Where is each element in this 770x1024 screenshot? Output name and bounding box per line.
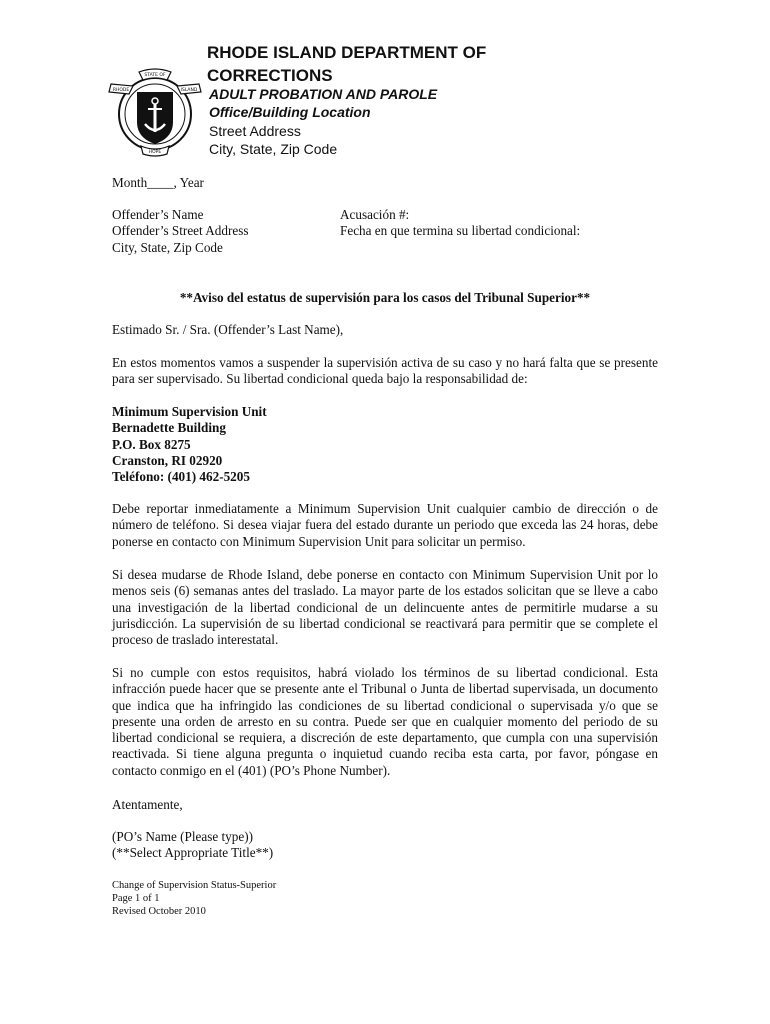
paragraph-4: Si no cumple con estos requisitos, habrá violado los términos de su libertad condicional. Esta infracción puede hacer que se presente ante el Tribunal o Junta de libertad supervisada, un documento que indica que ha infringido las condiciones de su libertad condicional o supervisada y/o que se presente una orden de arresto en su contra. Puede ser que en cualquier momento del periodo de su libertad condicional se requiera, a discreción de este departamento, que cumpla con una supervisión reactivada. Si tiene alguna pregunta o inquietud cuando reciba esta carta, por favor, póngase en contacto conmigo en el (401) (PO’s Phone Number). bbox=[112, 665, 658, 778]
org-name-line2: CORRECTIONS bbox=[207, 66, 333, 85]
signature-title: (**Select Appropriate Title**) bbox=[112, 845, 274, 861]
footer-form-name: Change of Supervision Status-Superior bbox=[112, 880, 277, 891]
recipient-street: Offender’s Street Address bbox=[112, 223, 249, 239]
unit-address-block bbox=[112, 404, 267, 485]
seal-text-bottom: HOPE bbox=[148, 150, 162, 155]
footer bbox=[112, 879, 276, 918]
office-street: Street Address bbox=[209, 123, 301, 139]
letter-salutation: Estimado Sr. / Sra. (Offender’s Last Name), bbox=[112, 322, 344, 337]
office-city: City, State, Zip Code bbox=[209, 141, 338, 157]
recipient-name: Offender’s Name bbox=[112, 207, 204, 222]
recipient-block bbox=[112, 207, 248, 256]
unit-name: Minimum Supervision Unit bbox=[112, 404, 267, 419]
office-location: Office/Building Location bbox=[209, 104, 371, 120]
seal-text-top: STATE OF bbox=[144, 73, 166, 78]
signature-block bbox=[112, 829, 273, 862]
case-number: Acusación #: bbox=[340, 207, 410, 222]
case-info-block bbox=[340, 207, 580, 240]
footer-revision: Revised October 2010 bbox=[112, 906, 206, 917]
letter-closing: Atentamente, bbox=[112, 797, 183, 812]
unit-building: Bernadette Building bbox=[112, 420, 226, 436]
parole-end-date: Fecha en que termina su libertad condicional: bbox=[340, 223, 581, 239]
recipient-city: City, State, Zip Code bbox=[112, 239, 223, 255]
footer-page: Page 1 of 1 bbox=[112, 893, 160, 904]
unit-city: Cranston, RI 02920 bbox=[112, 452, 223, 468]
letter-date: Month____, Year bbox=[112, 175, 204, 190]
seal-text-left: RHODE bbox=[112, 88, 130, 93]
state-seal-logo bbox=[105, 64, 205, 160]
division-name: ADULT PROBATION AND PAROLE bbox=[209, 86, 438, 102]
paragraph-1: En estos momentos vamos a suspender la supervisión activa de su caso y no hará falta que se presente para ser supervisado. Su libertad condicional queda bajo la responsabilidad de: bbox=[112, 355, 658, 387]
unit-po-box: P.O. Box 8275 bbox=[112, 436, 191, 452]
seal-text-right: ISLAND bbox=[180, 88, 198, 93]
paragraph-2: Debe reportar inmediatamente a Minimum Supervision Unit cualquier cambio de dirección o de número de teléfono. Si desea viajar fuera del estado durante un periodo que exceda las 24 horas, debe ponerse en contacto con Minimum Supervision Unit para solicitar un permiso. bbox=[112, 501, 658, 549]
unit-phone: Teléfono: (401) 462-5205 bbox=[112, 469, 250, 485]
letter-subject: **Aviso del estatus de supervisión para los casos del Tribunal Superior** bbox=[179, 290, 591, 305]
paragraph-3: Si desea mudarse de Rhode Island, debe ponerse en contacto con Minimum Supervision Unit por lo menos seis (6) semanas antes del traslado. La mayor parte de los estados solicitan que se lleve a cabo una investigación de la libertad condicional de un delincuente antes de permitirle mudarse a su jurisdicción. La supervisión de su libertad condicional se reactivará para permitir que se complete el proceso de traslado interestatal. bbox=[112, 567, 658, 648]
org-name-line1: RHODE ISLAND DEPARTMENT OF bbox=[207, 43, 487, 62]
signature-name: (PO’s Name (Please type)) bbox=[112, 829, 253, 844]
